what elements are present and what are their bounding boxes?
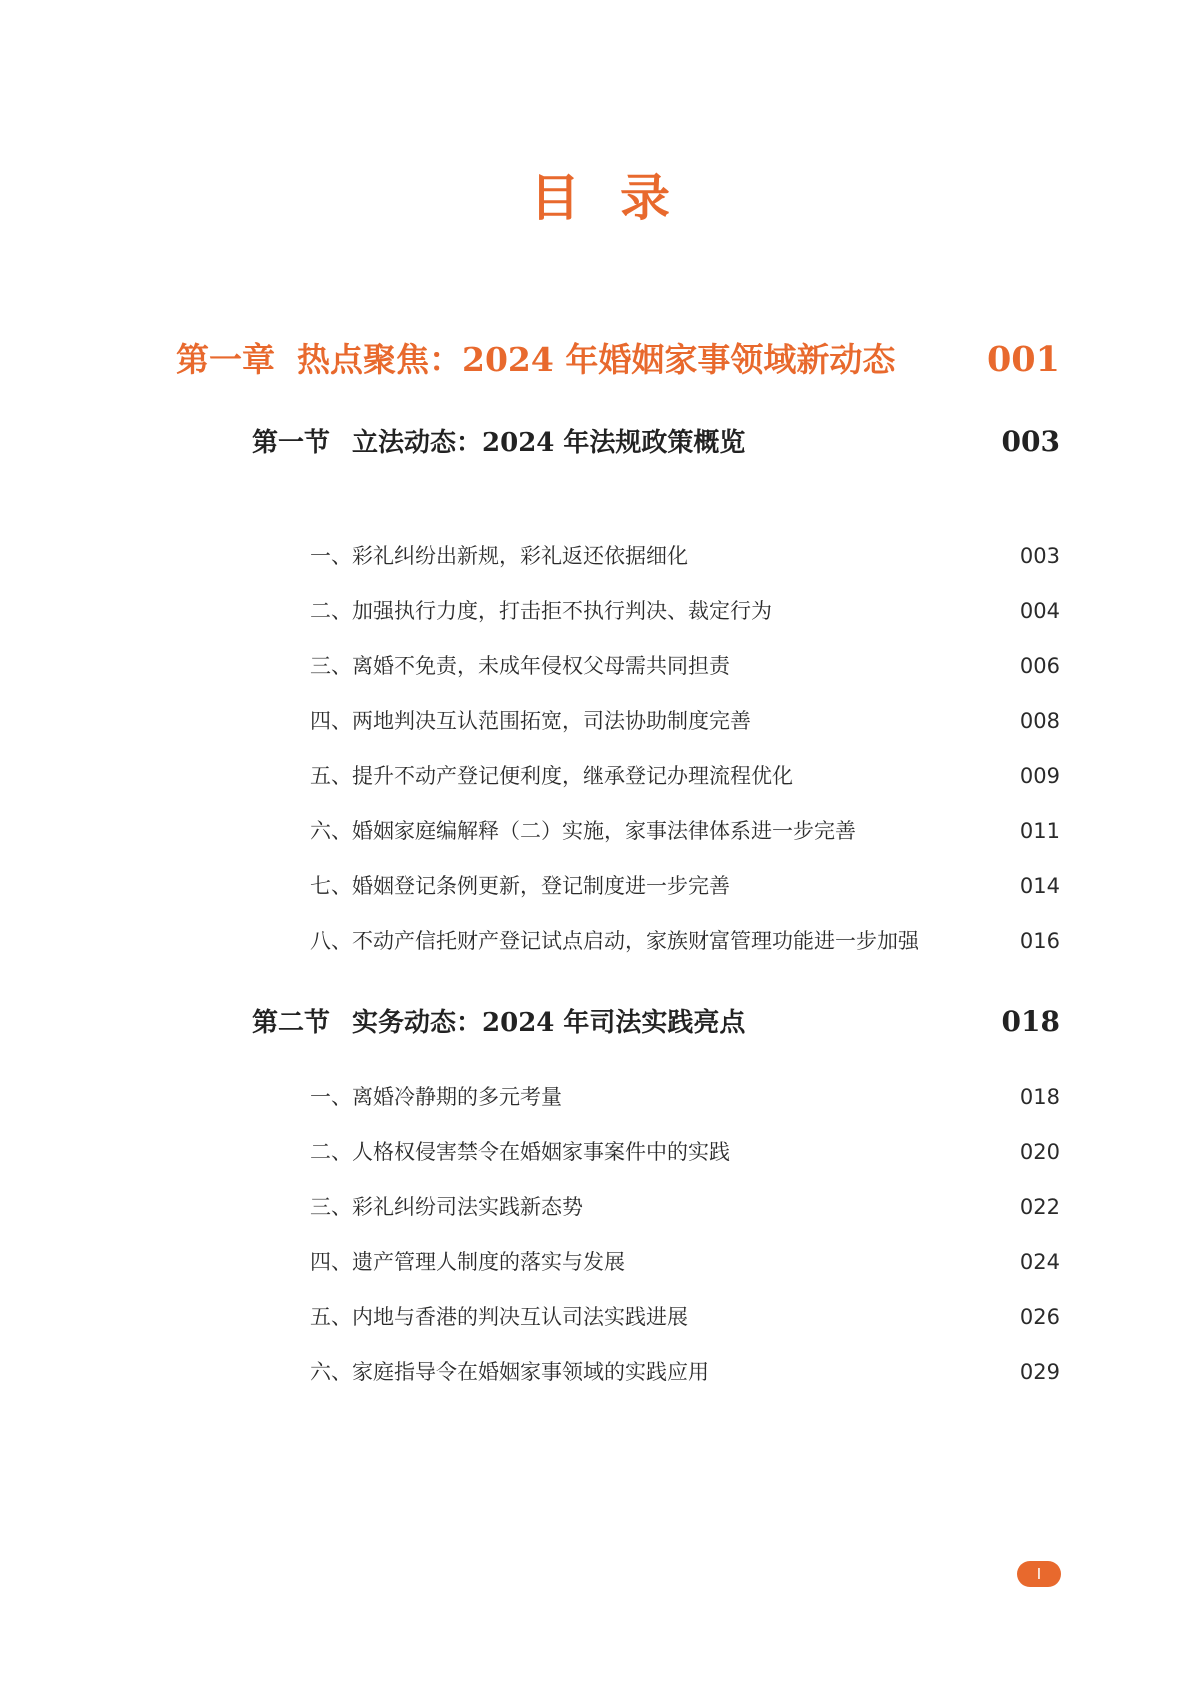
toc-item-text: 四、两地判决互认范围拓宽，司法协助制度完善 bbox=[310, 709, 751, 733]
toc-item[interactable] bbox=[310, 1192, 1060, 1222]
page-number-badge: I bbox=[1017, 1561, 1061, 1587]
toc-item-text: 六、婚姻家庭编解释（二）实施，家事法律体系进一步完善 bbox=[310, 819, 856, 843]
toc-item-text: 二、加强执行力度，打击拒不执行判决、裁定行为 bbox=[310, 599, 772, 623]
toc-item[interactable] bbox=[310, 761, 1060, 791]
toc-item-page: 008 bbox=[1019, 709, 1060, 733]
toc-item[interactable] bbox=[310, 871, 1060, 901]
toc-item-page: 016 bbox=[1019, 929, 1060, 953]
toc-item[interactable] bbox=[310, 926, 1060, 956]
section-heading bbox=[252, 1005, 745, 1041]
page-title: 目录 bbox=[530, 168, 710, 227]
toc-item-text: 八、不动产信托财产登记试点启动，家族财富管理功能进一步加强 bbox=[310, 929, 919, 953]
toc-item-text: 三、离婚不免责，未成年侵权父母需共同担责 bbox=[310, 654, 730, 678]
toc-item[interactable] bbox=[310, 651, 1060, 681]
toc-item[interactable] bbox=[310, 596, 1060, 626]
toc-item-text: 二、人格权侵害禁令在婚姻家事案件中的实践 bbox=[310, 1140, 730, 1164]
toc-item-page: 020 bbox=[1019, 1140, 1060, 1164]
toc-item-page: 006 bbox=[1019, 654, 1060, 678]
toc-item-page: 009 bbox=[1019, 764, 1060, 788]
toc-item-page: 018 bbox=[1019, 1085, 1060, 1109]
toc-item[interactable] bbox=[310, 1247, 1060, 1277]
section-page-number: 003 bbox=[1001, 425, 1060, 458]
toc-item[interactable] bbox=[310, 706, 1060, 736]
section-title: 立法动态：2024 年法规政策概览 bbox=[352, 428, 746, 458]
toc-item-page: 003 bbox=[1019, 544, 1060, 568]
section-title: 实务动态：2024 年司法实践亮点 bbox=[352, 1008, 746, 1038]
toc-item-page: 014 bbox=[1019, 874, 1060, 898]
chapter-title: 热点聚焦：2024 年婚姻家事领域新动态 bbox=[297, 340, 896, 379]
toc-item-text: 四、遗产管理人制度的落实与发展 bbox=[310, 1250, 625, 1274]
section-label: 第二节 bbox=[252, 1008, 331, 1038]
section-label: 第一节 bbox=[252, 428, 331, 458]
toc-section-1[interactable] bbox=[252, 424, 1060, 461]
toc-item[interactable] bbox=[310, 1082, 1060, 1112]
toc-item[interactable] bbox=[310, 1357, 1060, 1387]
toc-item[interactable] bbox=[310, 541, 1060, 571]
toc-item-text: 三、彩礼纠纷司法实践新态势 bbox=[310, 1195, 583, 1219]
toc-section-2[interactable] bbox=[252, 1004, 1060, 1041]
toc-item-page: 026 bbox=[1019, 1305, 1060, 1329]
toc-item-page: 024 bbox=[1019, 1250, 1060, 1274]
toc-item-text: 六、家庭指导令在婚姻家事领域的实践应用 bbox=[310, 1360, 709, 1384]
toc-item-page: 011 bbox=[1019, 819, 1060, 843]
toc-item[interactable] bbox=[310, 1302, 1060, 1332]
toc-item-text: 五、内地与香港的判决互认司法实践进展 bbox=[310, 1305, 688, 1329]
chapter-heading bbox=[176, 338, 895, 382]
toc-item-text: 一、离婚冷静期的多元考量 bbox=[310, 1085, 562, 1109]
chapter-page-number: 001 bbox=[986, 339, 1060, 380]
toc-item[interactable] bbox=[310, 1137, 1060, 1167]
toc-item-page: 022 bbox=[1019, 1195, 1060, 1219]
section-page-number: 018 bbox=[1001, 1005, 1060, 1038]
chapter-label: 第一章 bbox=[176, 340, 275, 379]
toc-item[interactable] bbox=[310, 816, 1060, 846]
toc-item-page: 029 bbox=[1019, 1360, 1060, 1384]
toc-chapter-1[interactable] bbox=[176, 338, 1060, 382]
toc-item-text: 一、彩礼纠纷出新规，彩礼返还依据细化 bbox=[310, 544, 688, 568]
section-heading bbox=[252, 425, 745, 461]
toc-item-text: 五、提升不动产登记便利度，继承登记办理流程优化 bbox=[310, 764, 793, 788]
toc-item-page: 004 bbox=[1019, 599, 1060, 623]
toc-item-text: 七、婚姻登记条例更新，登记制度进一步完善 bbox=[310, 874, 730, 898]
